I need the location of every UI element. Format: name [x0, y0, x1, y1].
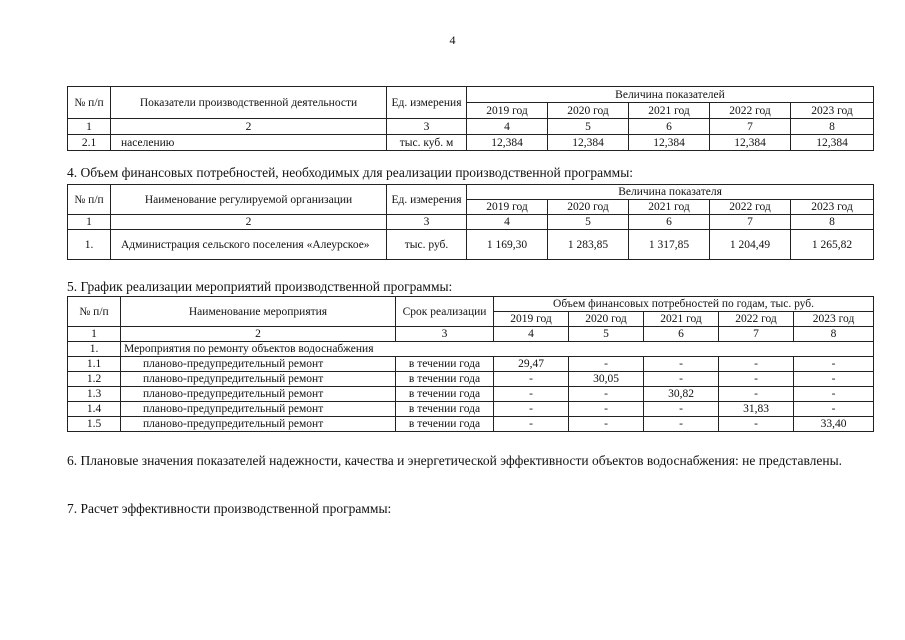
- row-value: -: [644, 357, 719, 372]
- row-value: 30,05: [569, 372, 644, 387]
- table-row: [68, 387, 874, 402]
- group-num: 1.: [68, 342, 121, 357]
- index-row: [68, 327, 874, 342]
- row-value: 1 317,85: [629, 230, 710, 260]
- row-value: -: [569, 357, 644, 372]
- row-num: 1.5: [68, 417, 121, 432]
- row-value: 29,47: [494, 357, 569, 372]
- row-value: -: [569, 387, 644, 402]
- header-unit: Ед. измерения: [387, 185, 467, 215]
- row-term: в течении года: [396, 357, 494, 372]
- row-value: 30,82: [644, 387, 719, 402]
- row-name: планово-предупредительный ремонт: [121, 357, 396, 372]
- index-row: [68, 119, 874, 135]
- group-name: Мероприятия по ремонту объектов водоснабжения: [121, 342, 874, 357]
- row-value: 1 283,85: [548, 230, 629, 260]
- index-cell: 3: [387, 119, 467, 135]
- header-year: 2021 год: [629, 103, 710, 119]
- row-name: планово-предупредительный ремонт: [121, 402, 396, 417]
- index-cell: 5: [569, 327, 644, 342]
- header-year: 2021 год: [629, 200, 710, 215]
- row-unit: тыс. куб. м: [387, 135, 467, 151]
- section-5-heading: 5. График реализации мероприятий производственной программы:: [67, 279, 453, 294]
- row-value: -: [494, 372, 569, 387]
- row-num: 1.1: [68, 357, 121, 372]
- row-value: -: [719, 387, 794, 402]
- header-year: 2021 год: [644, 312, 719, 327]
- activities-schedule-table: [67, 296, 874, 432]
- index-cell: 7: [719, 327, 794, 342]
- header-year: 2019 год: [494, 312, 569, 327]
- row-value: -: [794, 402, 874, 417]
- table-row: [68, 230, 874, 260]
- index-cell: 4: [467, 119, 548, 135]
- financial-needs-table: [67, 184, 874, 260]
- index-cell: 8: [794, 327, 874, 342]
- header-year: 2020 год: [548, 103, 629, 119]
- table-row: [68, 417, 874, 432]
- header-year: 2019 год: [467, 200, 548, 215]
- row-value: -: [644, 372, 719, 387]
- row-value: -: [719, 417, 794, 432]
- header-values: Объем финансовых потребностей по годам, тыс. руб.: [494, 297, 874, 312]
- index-cell: 2: [121, 327, 396, 342]
- header-term: Срок реализации: [396, 297, 494, 327]
- header-year: 2022 год: [710, 103, 791, 119]
- row-value: -: [644, 417, 719, 432]
- row-value: 1 265,82: [791, 230, 874, 260]
- row-name: Администрация сельского поселения «Алеурское»: [111, 230, 387, 260]
- header-year: 2019 год: [467, 103, 548, 119]
- row-name: планово-предупредительный ремонт: [121, 372, 396, 387]
- row-num: 1.2: [68, 372, 121, 387]
- header-num: № п/п: [68, 87, 111, 119]
- header-year: 2022 год: [710, 200, 791, 215]
- row-num: 1.3: [68, 387, 121, 402]
- header-name: Показатели производственной деятельности: [111, 87, 387, 119]
- index-cell: 1: [68, 215, 111, 230]
- header-year: 2020 год: [569, 312, 644, 327]
- row-value: -: [644, 402, 719, 417]
- row-term: в течении года: [396, 402, 494, 417]
- index-cell: 1: [68, 327, 121, 342]
- row-value: 12,384: [548, 135, 629, 151]
- index-cell: 6: [644, 327, 719, 342]
- header-name: Наименование мероприятия: [121, 297, 396, 327]
- index-cell: 4: [467, 215, 548, 230]
- table-row: [68, 402, 874, 417]
- table-row: [68, 135, 874, 151]
- index-cell: 8: [791, 215, 874, 230]
- row-value: -: [494, 387, 569, 402]
- row-unit: тыс. руб.: [387, 230, 467, 260]
- row-term: в течении года: [396, 372, 494, 387]
- row-value: 1 204,49: [710, 230, 791, 260]
- index-cell: 3: [396, 327, 494, 342]
- index-cell: 4: [494, 327, 569, 342]
- index-cell: 2: [111, 119, 387, 135]
- index-cell: 5: [548, 119, 629, 135]
- row-num: 2.1: [68, 135, 111, 151]
- index-cell: 5: [548, 215, 629, 230]
- row-value: 31,83: [719, 402, 794, 417]
- row-name: планово-предупредительный ремонт: [121, 417, 396, 432]
- header-year: 2023 год: [791, 200, 874, 215]
- page-number: 4: [449, 33, 456, 47]
- index-cell: 1: [68, 119, 111, 135]
- header-year: 2022 год: [719, 312, 794, 327]
- index-cell: 2: [111, 215, 387, 230]
- row-name: населению: [111, 135, 387, 151]
- row-value: -: [494, 402, 569, 417]
- row-value: -: [794, 372, 874, 387]
- index-cell: 3: [387, 215, 467, 230]
- row-term: в течении года: [396, 387, 494, 402]
- row-value: -: [794, 387, 874, 402]
- row-value: -: [569, 402, 644, 417]
- header-num: № п/п: [68, 297, 121, 327]
- index-cell: 7: [710, 119, 791, 135]
- table-row: [68, 357, 874, 372]
- header-values: Величина показателя: [467, 185, 874, 200]
- header-name: Наименование регулируемой организации: [111, 185, 387, 215]
- header-year: 2023 год: [791, 103, 874, 119]
- header-unit: Ед. измерения: [387, 87, 467, 119]
- row-value: 12,384: [467, 135, 548, 151]
- header-year: 2023 год: [794, 312, 874, 327]
- row-term: в течении года: [396, 417, 494, 432]
- row-value: 33,40: [794, 417, 874, 432]
- row-value: 12,384: [710, 135, 791, 151]
- row-value: -: [569, 417, 644, 432]
- index-row: [68, 215, 874, 230]
- section-7-heading: 7. Расчет эффективности производственной программы:: [67, 501, 392, 516]
- table-row: [68, 372, 874, 387]
- index-cell: 7: [710, 215, 791, 230]
- row-value: -: [719, 357, 794, 372]
- row-value: -: [719, 372, 794, 387]
- production-indicators-table: [67, 86, 874, 151]
- group-row: [68, 342, 874, 357]
- row-num: 1.4: [68, 402, 121, 417]
- row-name: планово-предупредительный ремонт: [121, 387, 396, 402]
- row-value: -: [494, 417, 569, 432]
- index-cell: 6: [629, 215, 710, 230]
- row-num: 1.: [68, 230, 111, 260]
- row-value: 12,384: [629, 135, 710, 151]
- row-value: 12,384: [791, 135, 874, 151]
- header-year: 2020 год: [548, 200, 629, 215]
- index-cell: 8: [791, 119, 874, 135]
- header-num: № п/п: [68, 185, 111, 215]
- header-values: Величина показателей: [467, 87, 874, 103]
- row-value: -: [794, 357, 874, 372]
- section-6-text: 6. Плановые значения показателей надежности, качества и энергетической эффективности объектов водоснабжения: не представлены.: [67, 453, 843, 468]
- row-value: 1 169,30: [467, 230, 548, 260]
- section-4-heading: 4. Объем финансовых потребностей, необходимых для реализации производственной программы:: [67, 165, 634, 180]
- index-cell: 6: [629, 119, 710, 135]
